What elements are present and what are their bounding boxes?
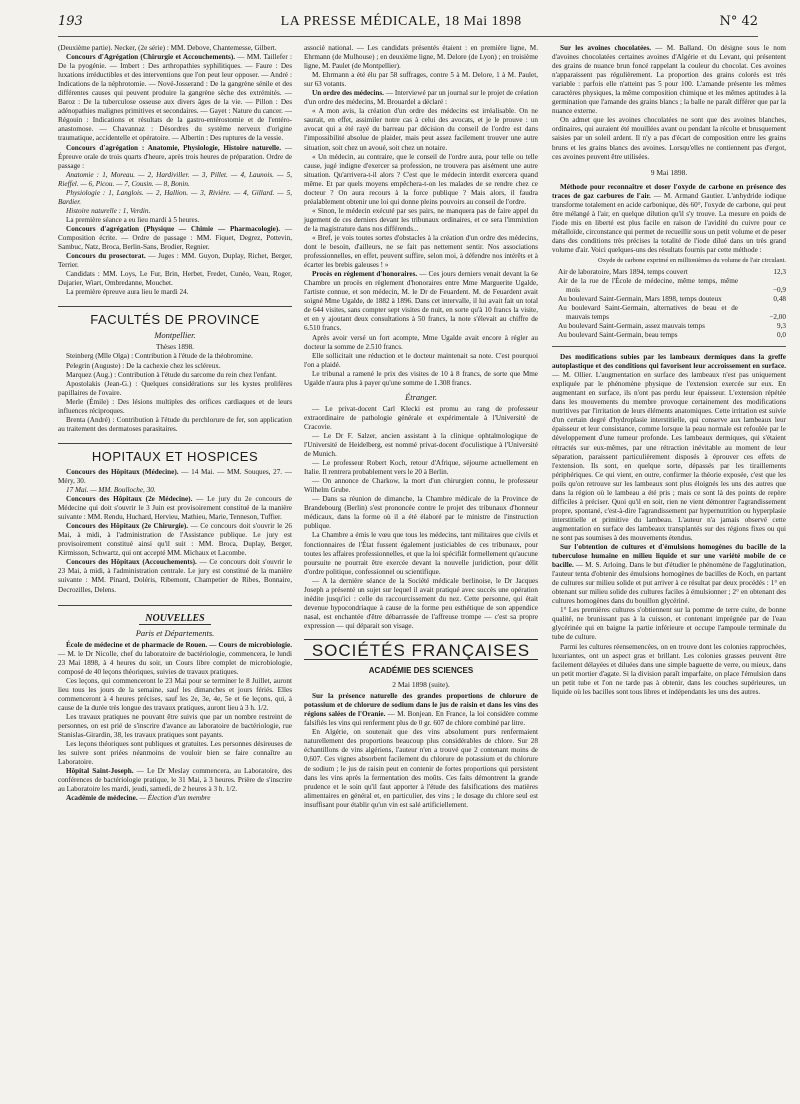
paragraph: M. Ehrmann a été élu par 58 suffrages, contre 5 à M. Delore, 1 à M. Paulet, sur 63 votants.	[304, 71, 538, 89]
paragraph: On admet que les avoines chocolatées ne sont que des avoines blanches, ordinaires, qui auraient été mouillées avant ou pendant la récolte et brusquement saisies par un soleil ardent. Il n'y a pas d'écart de composition entre les grains bruns et les grains blancs des avoines. Lorsqu'elles ne contiennent pas d'ergot, ces avoines peuvent être utilisées.	[552, 116, 786, 161]
subheading: Montpellier.	[154, 330, 196, 341]
table-header: Oxyde de carbone exprimé en millionièmes du volume de l'air circulant.	[598, 257, 786, 265]
page-number: 193	[58, 14, 83, 29]
paragraph: Apostolakis (Jean-G.) : Quelques considérations sur les kystes prolifères papillaires de l'ovaire.	[58, 379, 292, 397]
row-value: 9,3	[777, 322, 786, 331]
paragraph: La première séance a eu lieu mardi à 5 heures.	[66, 215, 200, 224]
paragraph: Merle (Émile) : Des lésions multiples des orifices cardiaques et de leurs influences réciproques.	[58, 397, 292, 415]
paragraph: Elle sollicitait une réduction et le docteur maintenait sa note. C'est pourquoi l'on a plaidé.	[304, 351, 538, 369]
row-label: Air de laboratoire, Mars 1894, temps couvert	[558, 268, 688, 277]
subheading: Thèses 1898.	[156, 343, 194, 352]
paragraph: Académie de médecine. — Élection d'un membre	[66, 794, 211, 803]
paragraph: Des modifications subies par les lambeaux dermiques dans la greffe autoplastique et des conditions qui favorisent leur accroissement en surface. — M. Ollier. L'augmentation en surface des lambeaux n'est pas uniquement expliquée par le phénomène physique de l'extension exercée sur eux. En augmentant en surface, ils n'ont pas perdu leur épaisseur. L'extension répétée dans les mouvements du membre provoque certainement des modifications nutritives par l'irritation de leurs éléments anatomiques. Cette irritation est suivie d'un certain degré d'hydroplasie interstitielle, qui conserve aux lambeaux leur épaisseur et leur consistance, comme lorsque la peau normale est refoulée par le développement d'une tumeur profonde. Les lambeaux dermiques, qui s'étaient rétractés sur eux-mêmes, par une rétraction inévitable au moment de leur séparation, paraissent particulièrement disposés à éprouver ces effets de l'extension. Ils sont, en quelque sorte, dépassés par les tiraillements périphériques. Ce qui vient, en outre, confirmer la théorie exposée, c'est que les poils qu'on retrouve sur les lambeaux sont plus éloignés les uns des autres que dans la région où le lambeau a été pris ; mais ce sont là des points de repère difficiles à préciser. Quoi qu'il en soit, rien ne vient démontrer l'agrandissement propre, spontané, c'est-à-dire l'agrandissement par hypernutrition ou hyperplasie interstitielle et primitive du lambeau. L'auteur n'a jamais observé cette augmentation en surface des lambeaux transplantés sur des régions fixes ou qui ne sont pas soumises à des mouvements étendus.	[552, 353, 786, 542]
paragraph: — Le privat-docent Carl Klecki est promu au rang de professeur extraordinaire de pathologie générale et expérimentale à l'Université de Cracovie.	[304, 404, 538, 431]
paragraph: Pelegrin (Auguste) : De la cachexie chez les scléreux.	[66, 361, 221, 370]
row-label: Au boulevard Saint-Germain, assez mauvais temps	[558, 322, 705, 331]
paragraph: La Chambre a émis le vœu que tous les médecins, tant militaires que civils et fonctionnaires de l'État fussent également justiciables de ces tribunaux, pour toutes les affaires professionnelles, et que la loi spécifiât formellement qu'aucune poursuite ne pourrait être exercée devant la nouvelle juridiction, pour délit d'ordre politique, confessionnel ou scientifique.	[304, 531, 538, 576]
section-heading: NOUVELLES	[58, 605, 292, 624]
paragraph: 1° Les premières cultures s'obtiennent sur la pomme de terre cuite, de bonne qualité, ne brunissant pas à la cuisson, et contenant imprégnée par de l'eau glycérinée qui en baigne la partie inférieure et occupe l'ampoule terminale du tube de culture.	[552, 606, 786, 642]
page-header	[58, 14, 758, 37]
paragraph: Concours des Hôpitaux (Médecine). — 14 Mai. — MM. Souques, 27. — Méry, 30.	[58, 467, 292, 485]
paragraph: École de médecine et de pharmacie de Rouen. — Cours de microbiologie. — M. le Dr Nicolle, chef du laboratoire de bactériologie, commencera, le lundi 23 Mai 1898, à 4 heures du soir, un Cours libre complet de microbiologie, composé de 40 leçons théoriques, suivies de travaux pratiques.	[58, 640, 292, 676]
row-value: 0,48	[773, 295, 786, 304]
row-label: Au boulevard Saint-Germain, Mars 1898, temps douteux	[558, 295, 722, 304]
paragraph: — Le Dr F. Salzer, ancien assistant à la clinique ophtalmologique de l'Université de Heidelberg, est nommé privat-docent d'oculistique à l'Université de Munich.	[304, 431, 538, 459]
paragraph: En Algérie, on soutenait que des vins absolument purs renfermaient naturellement des proportions beaucoup plus considérables de chlore. Sur 28 échantillons de vins algériens, l'auteur n'en a trouvé que 2 contenant moins de 0,607. Ces vignes absorbent facilement du chlorure de potassium et du chlorure de sodium ; le jus de raisin peut en contenir de fortes proportions qui persistent dans les vins après la fermentation des moûts. Ces faits démontrent la grande prudence et le soin qu'il faut apporter à l'étude des falsifications des matières alimentaires en général et, en particulier, des vins ; le dosage du chlore seul est insuffisant pour établir qu'un vin est salé artificiellement.	[304, 728, 538, 809]
paragraph: Après avoir versé un fort acompte, Mme Ugalde avait encore à régler au docteur la somme de 2.510 francs.	[304, 333, 538, 351]
masthead-title: LA PRESSE MÉDICALE, 18 Mai 1898	[280, 14, 522, 29]
column-1	[58, 44, 292, 804]
paragraph: Anatomie : 1, Moreau. — 2, Hardiviller. — 3, Pillet. — 4, Launois. — 5, Rieffel. — 6, Picou. — 7, Cousin. — 8, Bonin.	[58, 170, 292, 188]
row-value: −2,00	[769, 313, 786, 322]
paragraph: associé national. — Les candidats présentés étaient : en première ligne, M. Ehrmann (de Mulhouse) ; en deuxième ligne, M. Delore (de Lyon) ; en troisième ligne, M. Paulet (de Montpellier).	[304, 44, 538, 71]
session-date: 9 Mai 1898.	[650, 167, 688, 177]
subheading: ACADÉMIE DES SCIENCES	[368, 666, 474, 676]
subheading: Étranger.	[405, 391, 437, 402]
paragraph: Parmi les cultures réensemencées, on en trouve dont les colonies rapprochées, luxuriantes, ont un aspect gras et brillant. Les colonies grasses peuvent être facilement délayées et diluées dans une simple baguette de verre, ou mieux, dans un petit mortier d'agate. Si la division paraît imparfaite, on place l'émulsion dans un petit tube et l'on ne tarde pas à obtenir, dans les couches supérieures, un liquide où les bacilles sont tous libres et indépendants les uns des autres.	[552, 642, 786, 696]
paragraph: — On annonce de Charkow, la mort d'un chirurgien connu, le professeur Wilhelm Grube.	[304, 477, 538, 495]
divider	[552, 346, 786, 347]
paragraph: — Le professeur Robert Koch, retour d'Afrique, séjourne actuellement en Italie. Il rentrera probablement vers le 20 à Berlin.	[304, 459, 538, 477]
column-3	[552, 44, 786, 697]
paragraph: Concours d'Agrégation (Chirurgie et Accouchements). — MM. Taillefer : De la pyogénie. — Imbert : Des arthropathies syphilitiques. — Faure : Des luxations irréductibles et des interventions que l'on peut leur opposer. — André : Indications de la néphrotomie. — Nové-Josserand : De la gangrène sénile et des différentes causes qui peuvent produire la gangrène sèche des extrémités. — Baroz : De la tuberculose osseuse aux divers âges de la vie. — Pillon : Des adénopathies malignes primitives et secondaires. — Gayet : Nature du cancer. — Régouin : Indications et résultats de la gastro-entérostomie et de l'entéro-anastomose. — Chavannaz : Désordres du système nerveux d'origine traumatique, accidentelle et opératoire. — Albertin : Des ruptures de la vessie.	[58, 53, 292, 143]
measurement-table	[552, 268, 786, 340]
paragraph: « Bref, je vois toutes sortes d'obstacles à la création d'un ordre des médecins, dont le besoin, d'ailleurs, ne se fait pas nettement sentir. Nos associations professionnelles, en effet, peuvent suffire, selon moi, à défendre nos intérêts et à écarter les brebis galeuses ! »	[304, 233, 538, 270]
paragraph: Ces leçons, qui commenceront le 23 Mai pour se terminer le 8 Juillet, auront lieu tous les jours de la semaine, sauf les dimanches et jours fériés. Elles commenceront à 4 heures précises, sauf les 2e, 3e, 4e, 5e et 6e leçons, qui, à cause de la durée très longue des travaux pratiques, auront lieu à 3 h. 1/2.	[58, 676, 292, 712]
paragraph: Sur les avoines chocolatées. — M. Balland. On désigne sous le nom d'avoines chocolatées certaines avoines d'Algérie et du Levant, qui présentent des grains de nuance brun foncé rappelant la couleur du chocolat. Ces avoines n'apparaissent pas régulièrement. La proportion des grains colorés est très variable : parfois elle n'atteint pas 5 pour 100. L'amande présente les mêmes caractères physiques, la même composition chimique et les mêmes aptitudes à la germination que l'amande des grains blancs ; la balle ne paraît différer que par la nuance externe.	[552, 44, 787, 116]
table-row	[552, 277, 786, 295]
section-heading: HOPITAUX ET HOSPICES	[58, 443, 292, 461]
paragraph: Sur l'obtention de cultures et d'émulsions homogènes du bacille de la tuberculose humaine en milieu liquide et sur une variété mobile de ce bacille. — M. S. Arloing. Dans le but d'étudier le phénomène de l'agglutination, l'auteur tenta d'obtenir des émulsions homogènes de bacilles de Koch, en partant de cultures sur milieu solide et put arriver à ce résultat par deux procédés : 1° en obtenant sur milieu solide des cultures faciles à émulsionner ; 2° en obtenant des cultures homogènes dans du bouillon glycériné.	[552, 543, 786, 606]
table-row	[552, 268, 786, 277]
section-heading: FACULTÉS DE PROVINCE	[58, 306, 292, 324]
row-value: 12,3	[773, 268, 786, 277]
row-label: Au boulevard Saint-Germain, beau temps	[558, 331, 678, 340]
paragraph: Les travaux pratiques ne pouvant être suivis que par un nombre restreint de personnes, on est prié de s'inscrire d'avance au laboratoire de bactériologie, rue Stanislas-Girardin, 38, les travaux pratiques sont payants.	[58, 713, 292, 740]
subheading: Paris et Départements.	[135, 627, 215, 638]
row-label: Au boulevard Saint-Germain, alternatives de beau et de mauvais temps	[558, 304, 738, 322]
paragraph: 17 Mai. — MM. Boulloche, 30.	[66, 486, 156, 495]
paragraph: Méthode pour reconnaître et doser l'oxyde de carbone en présence des traces de gaz carbures de l'air. — M. Armand Gautier. L'anhydride iodique transforme totalement en acide carbonique, dès 60°, l'oxyde de carbone, qui peut être mélangé à l'air, en quelque dilution qu'il s'y trouve. La mesure en poids de l'iode mis en liberté est plus facile en raison de l'avidité du cuivre pour ce métalloïde, circonstance qui permet de recueillir sous un petit volume et de peser dans des conditions très précises la totalité de l'iode dilué dans un très grand volume d'air. Voici quelques-uns des résultats fournis par cette méthode :	[552, 182, 786, 254]
paragraph: Concours des Hôpitaux (2e Médecine). — Le jury du 2e concours de Médecine qui doit s'ouvrir le 3 Juin est provisoirement constitué de la manière suivante : MM. Rendu, Huchard, Hervieu, Mathieu, Marie, Tenneson, Tuffier.	[58, 495, 292, 522]
paragraph: — Dans sa réunion de dimanche, la Chambre médicale de la Province de Brandebourg (Berlin) s'est prononcée contre le projet des tribunaux d'honneur médicaux, dans la forme où il a été élaboré par le ministre de l'instruction publique.	[304, 495, 538, 531]
table-row	[552, 322, 786, 331]
paragraph: Brenta (André) : Contribution à l'étude du perchlorure de fer, son application au traitement des dermatoses parasitaires.	[58, 415, 292, 433]
paragraph: Un ordre des médecins. — Interviewé par un journal sur le projet de création d'un ordre des médecins, M. Brouardel a déclaré :	[304, 89, 538, 107]
paragraph: Concours d'agrégation : Anatomie, Physiologie, Histoire naturelle. — Épreuve orale de trois quarts d'heure, après trois heures de préparation. Ordre de passage :	[58, 143, 293, 170]
paragraph: Hôpital Saint-Joseph. — Le Dr Meslay commencera, au Laboratoire, des conférences de bactériologie pratique, le 31 Mai, à 3 heures. Prière de s'inscrire au Laboratoire les mardi, jeudi, samedi, de 2 heures à 3 h. 1/2.	[58, 767, 292, 794]
paragraph: Concours d'agrégation (Physique — Chimie — Pharmacologie). — Composition écrite. — Ordre de passage : MM. Fiquet, Degrez, Pottevin, Sambuc, Natz, Broca, Berlin-Sans, Brodier, Regnier.	[58, 224, 293, 252]
issue-number: N° 42	[719, 14, 758, 29]
paragraph: Sur la présence naturelle des grandes proportions de chlorure de potassium et de chlorure de sodium dans le jus de raisin et dans les vins des régions salées de l'Oranie. — M. Bonjean. En France, la loi considère comme falsifiés les vins qui renferment plus de 0 gr. 607 de chlore combiné par litre.	[304, 692, 539, 728]
table-row	[552, 331, 786, 340]
table-row	[552, 295, 786, 304]
row-value: −0,9	[772, 286, 786, 295]
paragraph: Candidats : MM. Loys, Le Fur, Brin, Herbet, Fredet, Cunéo, Veau, Roger, Dujarier, Wiart, Ombredanne, Mouchet.	[58, 270, 292, 288]
paragraph: La première épreuve aura lieu le mardi 24.	[66, 288, 189, 297]
paragraph: Physiologie : 1, Langlois. — 2, Hallion. — 3, Rivière. — 4, Gillard. — 5, Bardier.	[58, 188, 292, 206]
paragraph: Concours des Hôpitaux (Accouchements). — Ce concours doit s'ouvrir le 23 Mai, à midi, à l'administration centrale. Le jury est constitué de la manière suivante : MM. Pinard, Doléris, Ribemont, Champetier de Ribes, Bonnaire, Decrozilles, Delens.	[58, 558, 292, 594]
paragraph: Concours du prosectorat. — Juges : MM. Guyon, Duplay, Richet, Berger, Terrier.	[58, 252, 292, 270]
column-2	[304, 44, 538, 810]
row-label: Air de la rue de l'École de médecine, même temps, même mois	[558, 277, 738, 295]
paragraph: Histoire naturelle : 1, Verdin.	[66, 206, 151, 215]
paragraph: — A la dernière séance de la Société médicale berlinoise, le Dr Jacques Joseph a présenté un sujet sur lequel il avait pratiqué avec succès une opération inédite jusqu'ici : celle du raccourcissement du nez. Cette personne, qui était devenue hypocondriaque à cause de la forme peu esthétique de son appendice nasal, est enchantée d'être débarrassée de l'affreuse trompe — c'est sa propre expression — qui déparait son visage.	[304, 576, 538, 630]
row-value: 0,0	[777, 331, 786, 340]
paragraph: Steinberg (Mlle Olga) : Contribution à l'étude de la théobromine.	[66, 352, 253, 361]
paragraph: (Deuxième partie). Necker, (2e série) : MM. Debove, Chantemesse, Gilbert.	[58, 44, 277, 52]
table-row	[552, 304, 786, 322]
paragraph: Concours des Hôpitaux (2e Chirurgie). — Ce concours doit s'ouvrir le 26 Mai, à midi, à l'administration de l'Assistance publique. Le jury est provisoirement constitué ainsi qu'il suit : MM. Broca, Duplay, Berger, Kirmisson, Schwartz, qui ont accepté MM. Michaux et Lacombe.	[58, 522, 292, 558]
session-date: 2 Mai 1898 (suite).	[392, 680, 450, 690]
paragraph: « A mon avis, la création d'un ordre des médecins est irréalisable. On ne saurait, en effet, assimiler notre cas à celui des avocats, et je le prouve : un avocat qui a été rayé du barreau par décision du conseil de l'ordre est dans l'impossibilité absolue de plaider, mais peut assez facilement trouver une autre situation, soit chez un avoué, soit chez un notaire.	[304, 107, 538, 152]
paragraph: « Un médecin, au contraire, que le conseil de l'ordre aura, pour telle ou telle cause, jugé indigne d'exercer sa profession, ne trouvera pas aisément une autre situation. Qu'arrivera-t-il alors ? C'est que le médecin interdit exercera quand même. Et par quels moyens empêchera-t-on les malades de se rendre chez ce docteur ? On aura recours à la force publique ? Mais alors, il faudra préalablement obtenir une loi qui donne pleins pouvoirs au conseil de l'ordre.	[304, 152, 538, 206]
paragraph: Procès en règlement d'honoraires. — Ces jours derniers venait devant la 6e Chambre un procès en règlement d'honoraires entre Mme Marguerite Ugalde, l'artiste connue, et son médecin, M. le Dr de Feuardent. M. de Feuardent avait soigné Mme Ugalde, de 1882 à 1896. Dans cet intervalle, il lui avait fait un total de 644 visites, sans compter sept visites de nuit, en sorte qu'à 10 francs la visite, et en y ajoutant deux consultations à 50 francs, la note s'élevait au chiffre de 6.510 francs.	[304, 270, 538, 333]
paragraph: Marquez (Aug.) : Contribution à l'étude du sarcome du rein chez l'enfant.	[66, 370, 277, 379]
paragraph: Les leçons théoriques sont publiques et gratuites. Les personnes désireuses de les suivre sont priées néanmoins de vouloir bien se faire connaître au Laboratoire.	[58, 740, 292, 767]
paragraph: Le tribunal a ramené le prix des visites de 10 à 8 francs, de sorte que Mme Ugalde n'aura plus à payer qu'une somme de 1.308 francs.	[304, 369, 538, 387]
paragraph: « Sinon, le médecin exécuté par ses pairs, ne manquera pas de faire appel du jugement de ces derniers devant les tribunaux ordinaires, et ce sera l'immixtion de la magistrature dans nos différends...	[304, 206, 538, 233]
section-heading: SOCIÉTÉS FRANÇAISES	[304, 639, 538, 660]
